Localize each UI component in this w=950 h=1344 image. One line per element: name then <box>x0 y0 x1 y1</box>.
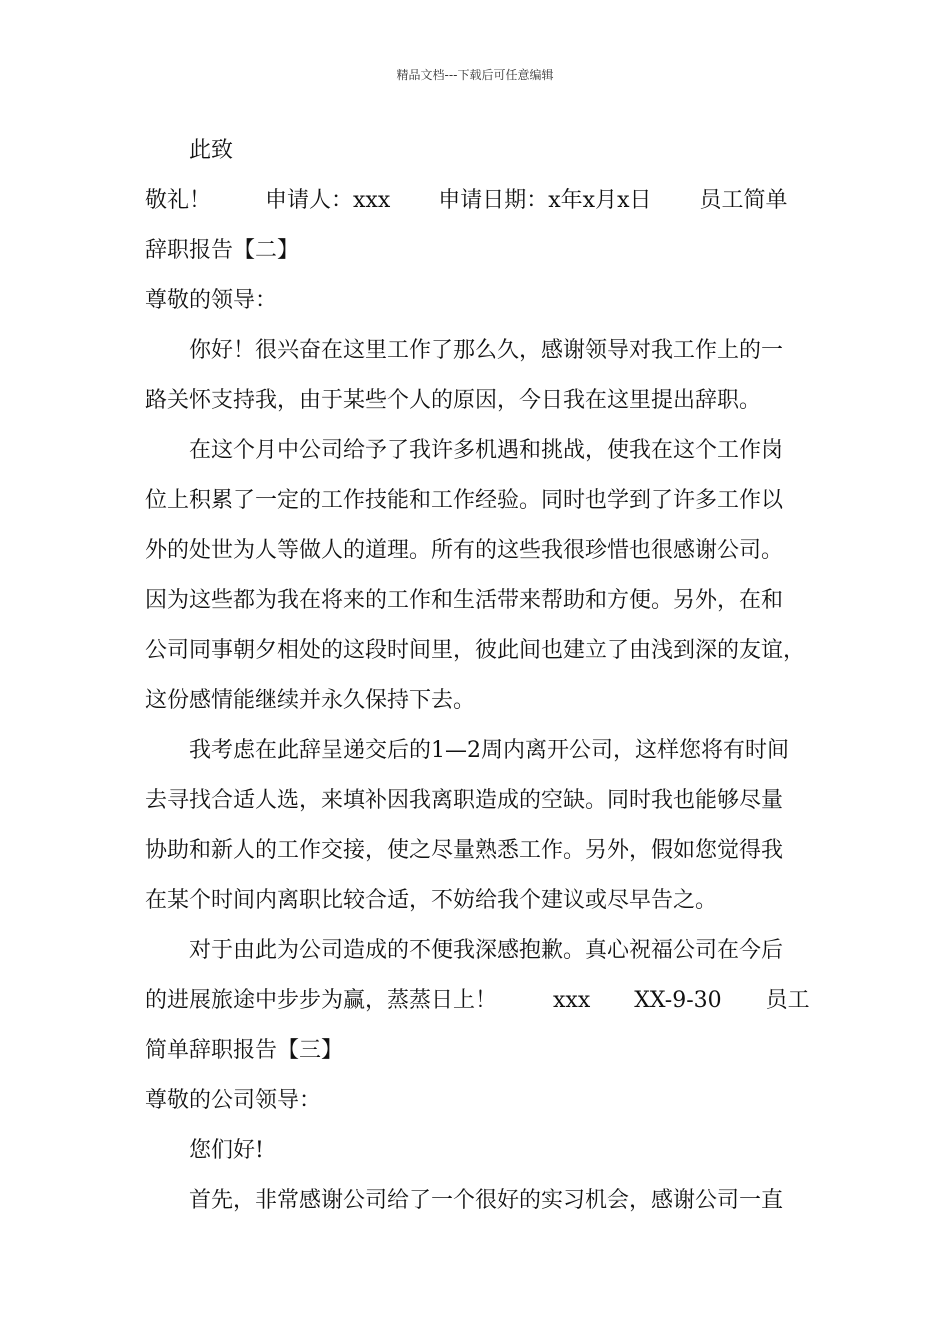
paragraph-line: 我考虑在此辞呈递交后的1—2周内离开公司，这样您将有时间 <box>189 738 789 763</box>
section-title-three: 简单辞职报告【三】 <box>145 1038 344 1063</box>
next-title-start: 员工简单 <box>699 188 788 213</box>
closing-wish: 的进展旅途中步步为赢，蒸蒸日上！ <box>145 988 498 1013</box>
paragraph-line: 这份感情能继续并永久保持下去。 <box>145 688 476 713</box>
applicant-text: 申请人：xxx <box>265 188 391 213</box>
signature-line <box>145 186 788 216</box>
closing-salutation: 此致 <box>189 138 234 163</box>
paragraph-line: 因为这些都为我在将来的工作和生活带来帮助和方便。另外，在和 <box>145 588 784 613</box>
paragraph-line: 位上积累了一定的工作技能和工作经验。同时也学到了许多工作以 <box>145 488 784 513</box>
paragraph-line: 外的处世为人等做人的道理。所有的这些我很珍惜也很感谢公司。 <box>145 538 784 563</box>
paragraph-line: 去寻找合适人选，来填补因我离职造成的空缺。同时我也能够尽量 <box>145 788 784 813</box>
greeting-company-leader: 尊敬的公司领导： <box>145 1088 322 1113</box>
page-header: 精品文档---下载后可任意编辑 <box>396 68 554 82</box>
paragraph-line: 公司同事朝夕相处的这段时间里，彼此间也建立了由浅到深的友谊， <box>145 638 806 663</box>
greeting-leader: 尊敬的领导： <box>145 288 278 313</box>
paragraph-line: 路关怀支持我，由于某些个人的原因，今日我在这里提出辞职。 <box>145 388 762 413</box>
section-title-two: 辞职报告【二】 <box>145 238 300 263</box>
paragraph-line: 在某个时间内离职比较合适，不妨给我个建议或尽早告之。 <box>145 888 718 913</box>
paragraph-line: 在这个月中公司给予了我许多机遇和挑战，使我在这个工作岗 <box>189 438 784 463</box>
signing-date: XX-9-30 <box>634 988 722 1013</box>
paragraph-line: 协助和新人的工作交接，使之尽量熟悉工作。另外，假如您觉得我 <box>145 838 784 863</box>
signer-name: xxx <box>553 988 591 1013</box>
paragraph-line: 对于由此为公司造成的不便我深感抱歉。真心祝福公司在今后 <box>189 938 784 963</box>
next-title-start: 员工 <box>765 988 810 1013</box>
paragraph-line: 首先，非常感谢公司给了一个很好的实习机会，感谢公司一直 <box>189 1188 784 1213</box>
paragraph-line: 你好！很兴奋在这里工作了那么久，感谢领导对我工作上的一 <box>189 338 784 363</box>
closing-line <box>145 986 810 1016</box>
respect-text: 敬礼！ <box>145 188 212 213</box>
greeting-hello: 您们好! <box>189 1138 264 1163</box>
application-date-text: 申请日期：x年x月x日 <box>438 188 652 213</box>
